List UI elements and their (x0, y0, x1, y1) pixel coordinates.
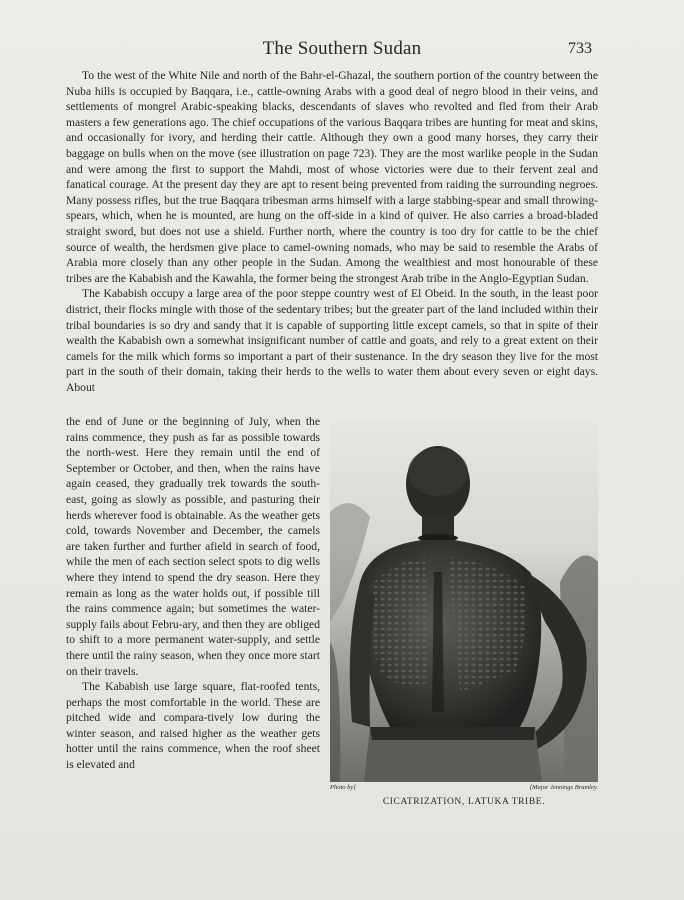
page-number: 733 (568, 40, 592, 57)
paragraph: The Kababish occupy a large area of the poor steppe country west of El Obeid. In the south, in the least poor district, their flocks mingle with those of the sedentary tribes; but the greater part of the land included within their tribal boundaries is so dry and sandy that it is capable of supporting little except camels, so that in spite of their wealth the Kababish own a somewhat insignificant number of cattle and goats, and rely to a great extent on their camels for the milk which forms so important a part of their sustenance. In the dry season they live for the most part in the south of their domain, taking their herds to the wells to water them about every seven or eight days. About (66, 287, 598, 394)
paragraph: To the west of the White Nile and north of the Bahr-el-Ghazal, the southern portion of the country between the Nuba hills is occupied by Baqqara, i.e., cattle-owning Arabs with a good deal of negro blood in their veins, and settlements of mongrel Arabic-speaking blacks, descendants of slaves who revolted and fled from their Arab masters a few generations ago. The chief occupations of the various Baqqara tribes are hunting for meat and skins, and occasionally for ivory, and herding their cattle. Although they own a good many horses, they carry their baggage on bulls when on the move (see illustration on page 723). They are the most warlike people in the Sudan and were among the first to support the Mahdi, most of whose victories were due to their fervent zeal and fanatical courage. At the present day they are apt to resent being prevented from raiding the surrounding negroes. Many possess rifles, but the true Baqqara tribesman arms himself with a large stabbing-spear and small throwing-spears, which, when he is mounted, are hung on the off-side in a kind of quiver. He also carries a broad-bladed straight sword, but does not use a shield. Further north, where the country is too dry for cattle to be the chief source of wealth, the herdsmen give place to camel-owning nomads, who may be said to resemble the Arabs of Arabia more closely than any other people in the Sudan. Among the wealthiest and most honourable of these tribes are the Kababish and the Kawahla, the former being the strongest Arab tribe in the Anglo-Egyptian Sudan. (66, 69, 598, 285)
paragraph: The Kababish use large square, flat-roofed tents, perhaps the most comfortable in the world. These are pitched wide and compara-tively low during the winter season, and raised higher as the weather gets hotter until the rains commence, when the roof sheet is elevated and (66, 680, 320, 772)
figure (330, 422, 598, 807)
paragraph: the end of June or the beginning of July, when the rains commence, they push as far as possible towards the north-west. Here they remain until the end of September or October, and then, when the rains have again ceased, they gradually trek towards the south-east, going as slowly as possible, and pasturing their herds wherever food is obtainable. As the weather gets cold, towards November and December, the camels are taken further and further afield in search of food, while the men of each section select spots to dig wells where they intend to spend the dry season. Here they remain as long as the water holds out, if possible till the rains commence again; but sometimes the water-supply fails about Febru-ary, and then they are obliged to shift to a more permanent water-supply, and settle there until the rainy season, when they once more start on their travels. (66, 415, 320, 678)
photo-image (330, 422, 598, 782)
page-header (0, 36, 684, 64)
running-title: The Southern Sudan (262, 38, 422, 59)
figure-caption: CICATRIZATION, LATUKA TRIBE. (382, 797, 546, 807)
photograph (330, 422, 598, 782)
text-with-figure (66, 414, 598, 824)
photo-credit (330, 784, 598, 791)
body-text (66, 68, 598, 395)
credit-right: [Major Jennings Bramley. (529, 784, 598, 791)
credit-left: Photo by] (330, 784, 356, 791)
